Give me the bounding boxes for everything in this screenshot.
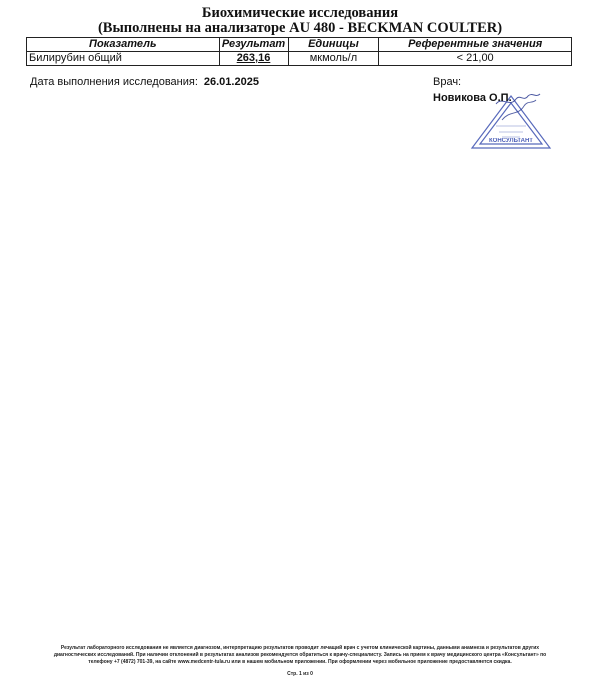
disclaimer-line: Результат лабораторного исследования не является диагнозом, интерпретацию результатов проводит лечащий врач с учетом клинической картины, данными анамнеза и результатов других bbox=[60, 645, 540, 651]
disclaimer-footer bbox=[28, 645, 572, 666]
result-cell: 263,16 bbox=[219, 52, 288, 66]
test-date-value: 26.01.2025 bbox=[203, 76, 259, 88]
disclaimer-line: телефону +7 (4872) 701-39, на сайте www.medcentr-tula.ru или в нашем мобильном приложении. При оформлении через мобильное приложение предоставляется скидка. bbox=[88, 659, 512, 665]
stamp-inner-marks bbox=[496, 126, 526, 137]
column-header-result: Результат bbox=[219, 38, 288, 52]
doctor-name: Новикова О.П. bbox=[433, 92, 512, 104]
reference-cell: < 21,00 bbox=[379, 52, 572, 66]
table-header-row bbox=[27, 38, 572, 52]
test-date-label: Дата выполнения исследования: bbox=[30, 76, 198, 88]
units-cell: мкмоль/л bbox=[288, 52, 379, 66]
stamp-text: КОНСУЛЬТАНТ bbox=[489, 138, 533, 144]
report-title: Биохимические исследования bbox=[201, 5, 399, 21]
doctor-label: Врач: bbox=[433, 76, 462, 88]
test-date-line bbox=[30, 76, 259, 89]
column-header-parameter: Показатель bbox=[27, 38, 220, 52]
page-number: Стр. 1 из 0 bbox=[287, 671, 313, 677]
parameter-cell: Билирубин общий bbox=[27, 52, 220, 66]
results-table bbox=[26, 37, 572, 66]
report-subtitle: (Выполнены на анализаторе AU 480 - BECKMAN COULTER) bbox=[97, 20, 503, 36]
column-header-reference: Референтные значения bbox=[379, 38, 572, 52]
disclaimer-line: диагностических исследований. При наличии отклонений в результатах анализов рекомендуется обратиться к врачу-специалисту. Запись на прием к врачу медицинского центра «Консультант» по bbox=[53, 652, 547, 658]
column-header-units: Единицы bbox=[288, 38, 379, 52]
table-row bbox=[27, 52, 572, 66]
